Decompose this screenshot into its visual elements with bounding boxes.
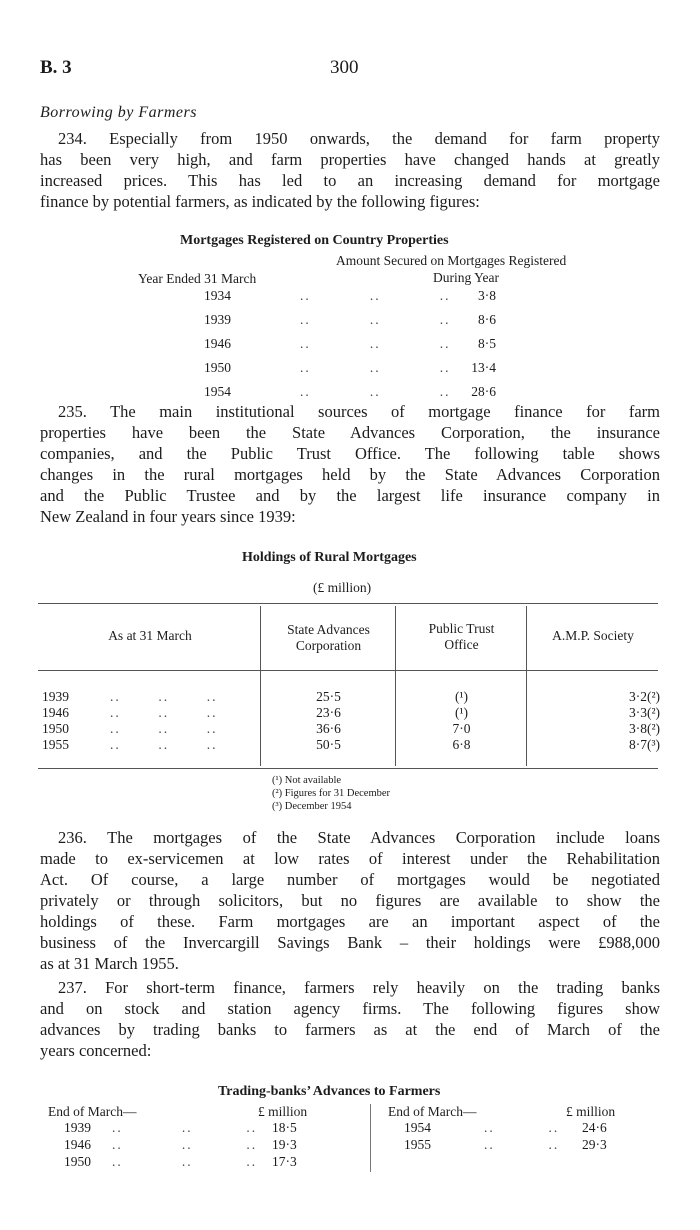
mortgages-col2-header-2: During Year — [433, 270, 499, 285]
text-line: increased prices. This has led to an increasing demand for mortgage — [40, 171, 660, 190]
table-rule — [38, 768, 658, 769]
table-divider — [395, 606, 396, 766]
text-line: 237. For short-term finance, farmers rely heavily on the trading banks — [58, 978, 660, 997]
text-line: business of the Invercargill Savings Bank – their holdings were £988,000 — [40, 933, 660, 952]
paragraph-237 — [40, 977, 660, 1061]
table-cell: 1946 — [64, 1137, 91, 1152]
holdings-table-unit: (£ million) — [313, 580, 372, 595]
text-line: has been very high, and farm properties have changed hands at greatly — [40, 150, 660, 169]
table-cell: 17·3 — [272, 1154, 297, 1169]
table-row: 1934 — [204, 288, 231, 303]
table-cell: 8·6 — [478, 312, 496, 327]
leader-dots: .. .. .. — [110, 737, 218, 752]
table-cell: 28·6 — [471, 384, 496, 399]
leader-dots: .. .. .. — [300, 384, 451, 399]
table-cell: 25·5 — [316, 689, 341, 704]
text-line: 235. The main institutional sources of mortgage finance for farm — [58, 402, 660, 421]
leader-dots: .. .. .. — [112, 1137, 258, 1152]
column-header: End of March— — [388, 1104, 477, 1119]
text-line: years concerned: — [40, 1041, 152, 1060]
table-cell: 18·5 — [272, 1120, 297, 1135]
table-divider — [370, 1104, 371, 1172]
table-row: 1946 — [204, 336, 231, 351]
leader-dots: .. .. .. — [110, 705, 218, 720]
leader-dots: .. .. .. — [300, 336, 451, 351]
column-header: End of March— — [48, 1104, 137, 1119]
table-cell: 23·6 — [316, 705, 341, 720]
table-cell: 13·4 — [471, 360, 496, 375]
leader-dots: .. .. .. — [300, 360, 451, 375]
table-row: 1950 — [204, 360, 231, 375]
footnote: (³) December 1954 — [272, 801, 352, 812]
mortgages-col2-header: Amount Secured on Mortgages Registered — [336, 253, 567, 268]
leader-dots: .. .. .. — [110, 689, 218, 704]
mortgages-col1-header: Year Ended 31 March — [138, 271, 257, 286]
section-title: Borrowing by Farmers — [40, 104, 197, 121]
table-cell: 1950 — [42, 721, 69, 736]
text-line: holdings of these. Farm mortgages are an important aspect of the — [40, 912, 660, 931]
column-header: As at 31 March — [108, 628, 192, 643]
table-cell: 6·8 — [452, 737, 471, 752]
table-cell: 3·8 — [478, 288, 496, 303]
table-rule — [38, 670, 658, 671]
leader-dots: .. .. .. — [300, 288, 451, 303]
paragraph-236 — [40, 827, 660, 974]
paragraph-234 — [40, 128, 660, 212]
table-cell: 1946 — [42, 705, 69, 720]
text-line: and on stock and station agency firms. The following figures show — [40, 999, 660, 1018]
footnote: (¹) Not available — [272, 775, 342, 786]
leader-dots: .. .. .. — [112, 1120, 258, 1135]
table-divider — [260, 606, 261, 766]
text-line: 234. Especially from 1950 onwards, the demand for farm property — [58, 129, 660, 148]
leader-dots: .. .. .. — [112, 1154, 258, 1169]
table-cell: 1939 — [42, 689, 69, 704]
text-line: and the Public Trustee and by the largest life insurance company in — [40, 486, 660, 505]
table-cell: 24·6 — [582, 1120, 607, 1135]
text-line: advances by trading banks to farmers as at the end of March of the — [40, 1020, 660, 1039]
text-line: 236. The mortgages of the State Advances Corporation include loans — [58, 828, 660, 847]
column-header: £ million — [258, 1104, 308, 1119]
table-row: 1954 — [204, 384, 231, 399]
text-line: privately or through solicitors, but no figures are available to show the — [40, 891, 660, 910]
table-cell: 1955 — [404, 1137, 431, 1152]
text-line: changes in the rural mortgages held by the State Advances Corporation — [40, 465, 660, 484]
table-cell: 29·3 — [582, 1137, 607, 1152]
text-line: as at 31 March 1955. — [40, 954, 179, 973]
leader-dots: .. .. .. — [300, 312, 451, 327]
leader-dots: .. .. — [484, 1120, 560, 1135]
table-cell: 1950 — [64, 1154, 91, 1169]
table-cell: 1939 — [64, 1120, 91, 1135]
table-cell: 7·0 — [452, 721, 471, 736]
leader-dots: .. .. .. — [110, 721, 218, 736]
table-row: 1939 — [204, 312, 231, 327]
table-cell: 1955 — [42, 737, 69, 752]
column-header: Public Trust Office — [428, 621, 495, 652]
table-cell: 1954 — [404, 1120, 431, 1135]
paragraph-235 — [40, 401, 660, 527]
table-cell: 3·2(²) — [628, 689, 660, 704]
text-line: finance by potential farmers, as indicated by the following figures: — [40, 192, 480, 211]
table-cell: 8·5 — [478, 336, 496, 351]
column-header: £ million — [566, 1104, 616, 1119]
table-cell: (¹) — [454, 705, 469, 720]
table-cell: 50·5 — [316, 737, 341, 752]
table-cell: 36·6 — [316, 721, 341, 736]
text-line: New Zealand in four years since 1939: — [40, 507, 296, 526]
text-line: Act. Of course, a large number of mortgages would be negotiated — [40, 870, 660, 889]
table-cell: 8·7(³) — [628, 737, 660, 752]
table-cell: (¹) — [454, 689, 469, 704]
table-cell: 3·3(²) — [628, 705, 660, 720]
page-number: 300 — [330, 57, 359, 78]
report-code: B. 3 — [40, 57, 72, 78]
table-rule — [38, 603, 658, 604]
text-line: companies, and the Public Trust Office. The following table shows — [40, 444, 660, 463]
text-line: properties have been the State Advances Corporation, the insurance — [40, 423, 660, 442]
column-header: A.M.P. Society — [552, 628, 634, 643]
table-cell: 19·3 — [272, 1137, 297, 1152]
table-divider — [526, 606, 527, 766]
footnote: (²) Figures for 31 December — [272, 788, 391, 799]
holdings-table-title: Holdings of Rural Mortgages — [242, 550, 417, 565]
advances-table-title: Trading-banks’ Advances to Farmers — [218, 1084, 441, 1099]
leader-dots: .. .. — [484, 1137, 560, 1152]
column-header: State Advances Corporation — [287, 622, 370, 653]
table-cell: 3·8(²) — [628, 721, 660, 736]
mortgages-table-title: Mortgages Registered on Country Properties — [180, 233, 449, 248]
text-line: made to ex-servicemen at low rates of interest under the Rehabilitation — [40, 849, 660, 868]
